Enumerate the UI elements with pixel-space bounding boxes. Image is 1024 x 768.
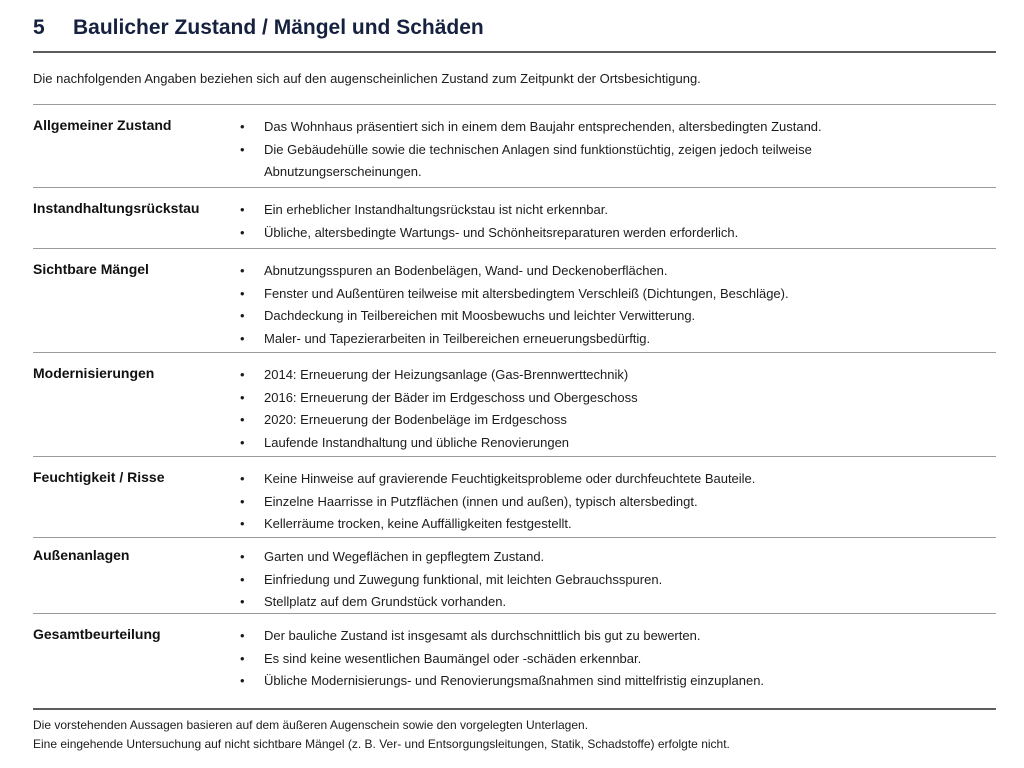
bullet-marker: • (240, 571, 245, 587)
list-item (240, 432, 960, 455)
footer-note (33, 716, 730, 754)
bullet-marker: • (240, 330, 245, 346)
list-item-text: Ein erheblicher Instandhaltungsrückstau ist nicht erkennbar. (264, 202, 608, 217)
section-label: Feuchtigkeit / Risse (33, 469, 165, 485)
list-item (240, 625, 960, 648)
section-divider (33, 537, 996, 538)
list-item-text: Übliche Modernisierungs- und Renovierungsmaßnahmen sind mittelfristig einzuplanen. (264, 673, 765, 688)
list-item-text: Abnutzungsspuren an Bodenbelägen, Wand- und Deckenoberflächen. (264, 263, 668, 278)
list-item (240, 260, 960, 283)
bullet-marker: • (240, 673, 245, 688)
list-item (240, 364, 960, 387)
list-item-text: Übliche, altersbedingte Wartungs- und Schönheitsreparaturen werden erforderlich. (264, 224, 739, 240)
list-item-text: Garten und Wegeflächen in gepflegtem Zustand. (264, 549, 545, 564)
footer-line: Eine eingehende Untersuchung auf nicht sichtbare Mängel (z. B. Ver- und Entsorgungsleitungen, Statik, Schadstoffe) erfolgte nicht. (33, 737, 730, 751)
bullet-marker: • (240, 119, 245, 134)
section-divider (33, 248, 996, 249)
list-item-text: Dachdeckung in Teilbereichen mit Moosbewuchs und leichter Verwitterung. (264, 308, 696, 323)
list-item (240, 670, 960, 693)
list-item-text: Fenster und Außentüren teilweise mit altersbedingtem Verschleiß (Dichtungen, Beschläge). (264, 285, 789, 301)
list-item-text: 2014: Erneuerung der Heizungsanlage (Gas-Brennwerttechnik) (264, 367, 629, 382)
list-item-text: Kellerräume trocken, keine Auffälligkeiten festgestellt. (264, 516, 572, 531)
list-item (240, 328, 960, 351)
section-label: Sichtbare Mängel (33, 261, 149, 277)
section-heading (33, 16, 484, 40)
list-item (240, 222, 960, 245)
list-item (240, 139, 960, 184)
list-item-text: Maler- und Tapezierarbeiten in Teilbereichen erneuerungsbedürftig. (264, 330, 651, 346)
intro-text: Die nachfolgenden Angaben beziehen sich auf den augenscheinlichen Zustand zum Zeitpunkt der Ortsbesichtigung. (33, 71, 701, 86)
list-item (240, 569, 960, 592)
section-label: Außenanlagen (33, 547, 130, 563)
bullet-marker: • (240, 628, 245, 643)
section-label: Allgemeiner Zustand (33, 117, 172, 133)
table-bottom-rule (33, 708, 996, 710)
bullet-marker: • (240, 389, 245, 405)
bullet-marker: • (240, 224, 245, 240)
list-item-text: 2020: Erneuerung der Bodenbeläge im Erdgeschoss (264, 412, 567, 427)
bullet-marker: • (240, 308, 245, 323)
list-item-text: Einzelne Haarrisse in Putzflächen (innen und außen), typisch altersbedingt. (264, 493, 698, 509)
list-item-text: Keine Hinweise auf gravierende Feuchtigkeitsprobleme oder durchfeuchtete Bauteile. (264, 471, 756, 486)
bullet-marker: • (240, 367, 245, 382)
bullet-marker: • (240, 650, 245, 666)
bullet-list (240, 625, 960, 693)
list-item (240, 648, 960, 671)
list-item (240, 468, 960, 491)
section-number: 5 (33, 16, 45, 39)
list-item (240, 409, 960, 432)
list-item-text: Die Gebäudehülle sowie die technischen Anlagen sind funktionstüchtig, zeigen jedoch teilweise Abnutzungserscheinungen. (264, 141, 812, 179)
list-item-text: Es sind keine wesentlichen Baumängel oder -schäden erkennbar. (264, 650, 642, 666)
bullet-marker: • (240, 516, 245, 531)
footer-line: Die vorstehenden Aussagen basieren auf dem äußeren Augenschein sowie den vorgelegten Unterlagen. (33, 718, 589, 732)
bullet-list (240, 116, 960, 184)
bullet-marker: • (240, 434, 245, 450)
list-item (240, 491, 960, 514)
list-item-text: Der bauliche Zustand ist insgesamt als durchschnittlich bis gut zu bewerten. (264, 628, 701, 643)
bullet-marker: • (240, 493, 245, 509)
section-label: Modernisierungen (33, 365, 155, 381)
section-divider (33, 456, 996, 457)
section-label: Instandhaltungsrückstau (33, 200, 200, 216)
bullet-marker: • (240, 471, 245, 486)
list-item (240, 199, 960, 222)
bullet-list (240, 468, 960, 536)
bullet-list (240, 260, 960, 350)
section-divider (33, 352, 996, 353)
table-top-rule (33, 104, 996, 105)
bullet-marker: • (240, 263, 245, 278)
list-item (240, 591, 960, 614)
list-item-text: Stellplatz auf dem Grundstück vorhanden. (264, 594, 507, 609)
bullet-marker: • (240, 202, 245, 217)
list-item-text: Das Wohnhaus präsentiert sich in einem dem Baujahr entsprechenden, altersbedingten Zustand. (264, 119, 822, 134)
list-item (240, 387, 960, 410)
list-item (240, 513, 960, 536)
section-label: Gesamtbeurteilung (33, 626, 161, 642)
list-item (240, 283, 960, 306)
list-item-text: Einfriedung und Zuwegung funktional, mit leichten Gebrauchsspuren. (264, 571, 663, 587)
section-divider (33, 187, 996, 188)
heading-rule (33, 51, 996, 53)
list-item-text: 2016: Erneuerung der Bäder im Erdgeschoss und Obergeschoss (264, 389, 638, 405)
list-item (240, 305, 960, 328)
bullet-marker: • (240, 594, 245, 609)
list-item (240, 546, 960, 569)
list-item-text: Laufende Instandhaltung und übliche Renovierungen (264, 434, 570, 450)
list-item (240, 116, 960, 139)
bullet-list (240, 199, 960, 244)
bullet-list (240, 546, 960, 614)
bullet-marker: • (240, 412, 245, 427)
section-title: Baulicher Zustand / Mängel und Schäden (73, 16, 484, 39)
bullet-marker: • (240, 549, 245, 564)
bullet-marker: • (240, 285, 245, 301)
section-divider (33, 613, 996, 614)
bullet-marker: • (240, 141, 245, 157)
bullet-list (240, 364, 960, 454)
